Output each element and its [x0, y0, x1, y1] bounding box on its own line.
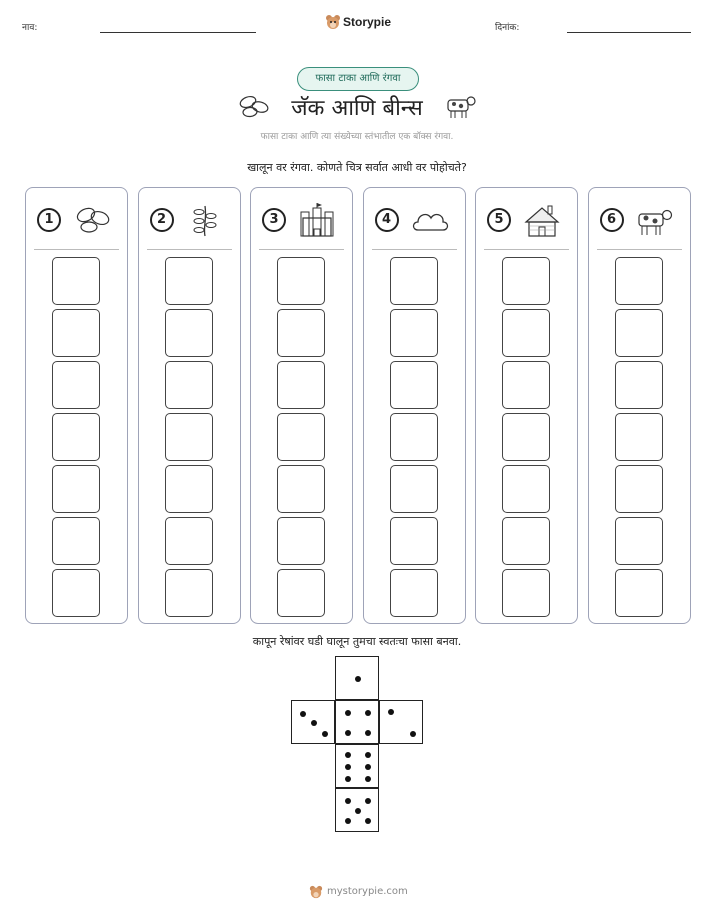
column-5 [475, 187, 578, 624]
die-face-4 [335, 700, 379, 744]
color-box[interactable] [52, 257, 100, 305]
beans-icon [72, 202, 112, 238]
color-box[interactable] [502, 465, 550, 513]
color-box[interactable] [502, 517, 550, 565]
color-box[interactable] [615, 569, 663, 617]
bear-icon [325, 14, 341, 30]
color-box[interactable] [502, 257, 550, 305]
die-pip [410, 731, 416, 737]
color-box[interactable] [165, 465, 213, 513]
color-box[interactable] [390, 517, 438, 565]
color-box[interactable] [277, 465, 325, 513]
column-divider [259, 249, 344, 250]
die-pip [345, 776, 351, 782]
die-pip [345, 710, 351, 716]
column-divider [34, 249, 119, 250]
brand-name: Storypie [343, 15, 392, 29]
color-box[interactable] [615, 361, 663, 409]
color-box[interactable] [277, 569, 325, 617]
die-pip [345, 798, 351, 804]
name-label: नाव: [22, 23, 38, 33]
die-pip [388, 709, 394, 715]
column-number: 1 [37, 208, 61, 232]
beans-icon [238, 93, 272, 119]
color-box[interactable] [390, 569, 438, 617]
color-box[interactable] [52, 309, 100, 357]
color-box[interactable] [615, 465, 663, 513]
die-pip [300, 711, 306, 717]
color-box[interactable] [52, 569, 100, 617]
bear-icon [309, 885, 323, 899]
column-divider [147, 249, 232, 250]
color-box[interactable] [502, 413, 550, 461]
worksheet-title: जॅक आणि बीन्स [291, 96, 423, 121]
color-box[interactable] [277, 309, 325, 357]
column-1 [25, 187, 128, 624]
column-number: 5 [487, 208, 511, 232]
color-box[interactable] [390, 413, 438, 461]
color-box[interactable] [165, 517, 213, 565]
color-box[interactable] [502, 309, 550, 357]
color-box[interactable] [52, 413, 100, 461]
die-pip [365, 798, 371, 804]
column-number: 3 [262, 208, 286, 232]
color-box[interactable] [52, 517, 100, 565]
die-face-5 [335, 788, 379, 832]
column-number: 4 [375, 208, 399, 232]
color-box[interactable] [277, 517, 325, 565]
die-pip [365, 710, 371, 716]
die-face-2 [379, 700, 423, 744]
die-face-3 [291, 700, 335, 744]
cow-icon [635, 202, 675, 238]
brand-logo [325, 12, 395, 34]
die-face-1 [335, 656, 379, 700]
die-pip [365, 752, 371, 758]
column-3 [250, 187, 353, 624]
column-divider [597, 249, 682, 250]
column-number: 6 [600, 208, 624, 232]
activity-badge: फासा टाका आणि रंगवा [297, 67, 419, 91]
cloud-icon [410, 202, 450, 238]
color-box[interactable] [165, 569, 213, 617]
color-box[interactable] [277, 361, 325, 409]
color-box[interactable] [165, 361, 213, 409]
cottage-icon [522, 202, 562, 238]
color-box[interactable] [615, 517, 663, 565]
die-pip [322, 731, 328, 737]
column-divider [484, 249, 569, 250]
color-box[interactable] [165, 309, 213, 357]
die-pip [355, 808, 361, 814]
column-2 [138, 187, 241, 624]
die-pip [345, 730, 351, 736]
color-box[interactable] [277, 257, 325, 305]
die-face-6 [335, 744, 379, 788]
column-number: 2 [150, 208, 174, 232]
name-field[interactable] [100, 32, 256, 33]
die-pip [345, 752, 351, 758]
column-divider [372, 249, 457, 250]
column-4 [363, 187, 466, 624]
column-6 [588, 187, 691, 624]
beanstalk-icon [185, 202, 225, 238]
footer [309, 884, 409, 902]
die-pip [365, 776, 371, 782]
date-field[interactable] [567, 32, 691, 33]
die-pip [345, 818, 351, 824]
die-pip [311, 720, 317, 726]
die-pip [355, 676, 361, 682]
castle-icon [297, 202, 337, 238]
color-box[interactable] [390, 309, 438, 357]
coloring-instruction: खालून वर रंगवा. कोणते चित्र सर्वात आधी वर पोहोचते? [247, 161, 467, 174]
color-box[interactable] [615, 309, 663, 357]
footer-url[interactable]: mystorypie.com [327, 886, 408, 897]
cow-icon [444, 92, 478, 120]
die-pip [365, 730, 371, 736]
color-box[interactable] [165, 413, 213, 461]
color-box[interactable] [615, 257, 663, 305]
color-box[interactable] [615, 413, 663, 461]
color-box[interactable] [52, 465, 100, 513]
worksheet-subtitle: फासा टाका आणि त्या संख्येच्या स्तंभातील एक बॉक्स रंगवा. [260, 132, 454, 142]
dice-net [291, 656, 425, 836]
color-box[interactable] [502, 361, 550, 409]
color-box[interactable] [277, 413, 325, 461]
date-label: दिनांक: [495, 23, 520, 33]
color-box[interactable] [502, 569, 550, 617]
die-pip [365, 818, 371, 824]
die-pip [365, 764, 371, 770]
color-box[interactable] [390, 361, 438, 409]
color-box[interactable] [52, 361, 100, 409]
color-box[interactable] [390, 257, 438, 305]
color-box[interactable] [390, 465, 438, 513]
color-box[interactable] [165, 257, 213, 305]
die-pip [345, 764, 351, 770]
dice-instruction: कापून रेषांवर घडी घालून तुमचा स्वतःचा फासा बनवा. [252, 635, 462, 648]
